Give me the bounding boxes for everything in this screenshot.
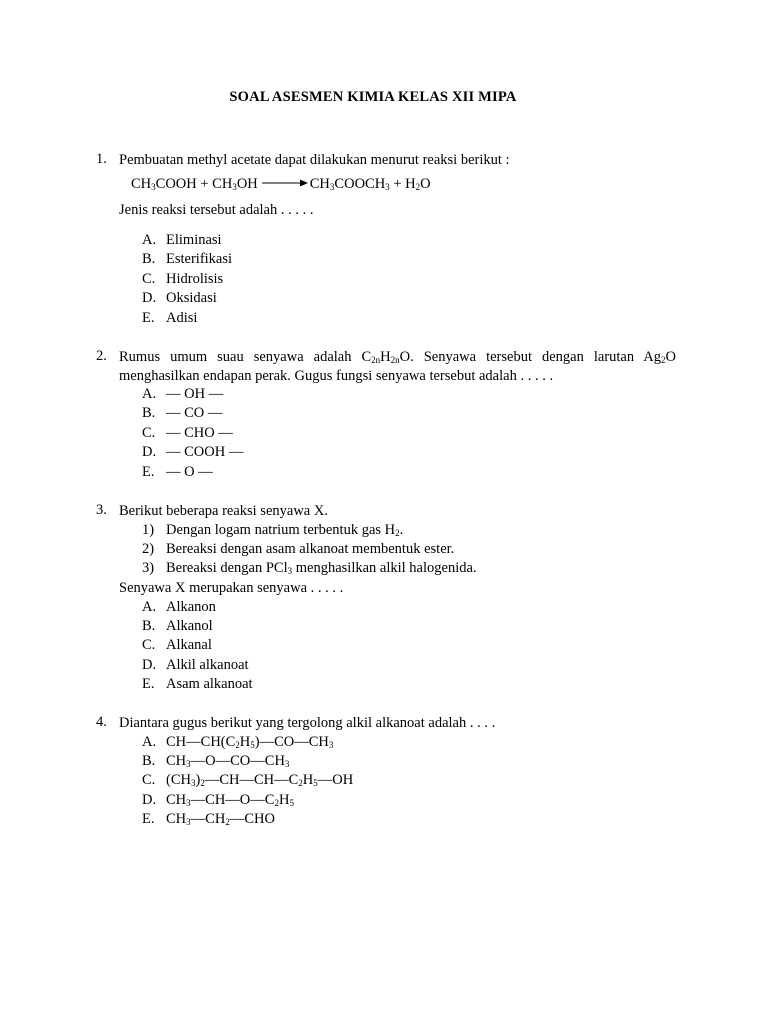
option-d[interactable]: D. Oksidasi: [142, 290, 217, 306]
question-number: 4.: [96, 714, 107, 730]
question-number: 1.: [96, 151, 107, 167]
option-a[interactable]: A. $CH—CH(C_2H_5)—CO—CH_3$: [142, 734, 334, 750]
option-e[interactable]: E. Asam alkanoat: [142, 676, 253, 692]
option-b[interactable]: B. Esterifikasi: [142, 251, 233, 267]
question-prompt: Senyawa X merupakan senyawa . . . . .: [119, 580, 344, 596]
question-text: Diantara gugus berikut yang tergolong alkil alkanoat adalah . . . .: [119, 715, 496, 731]
option-d[interactable]: D. — COOH —: [142, 444, 244, 460]
option-c[interactable]: C. Hidrolisis: [142, 271, 224, 287]
reaction-reactants: $CH_3COOH + CH_3OH$: [131, 176, 258, 192]
option-d[interactable]: D. Alkil alkanoat: [142, 657, 249, 673]
option-e[interactable]: E. — O —: [142, 464, 213, 480]
question-prompt: Jenis reaksi tersebut adalah . . . . .: [119, 202, 314, 218]
reaction-equation: [131, 176, 431, 193]
question-text: Rumus umum suau senyawa adalah $C_{2n}H_{2n}O$. Senyawa tersebut dengan larutan $Ag_2O$ menghasilkan endapan perak. Gugus fungsi senyawa tersebut adalah . . . . .: [119, 349, 676, 384]
option-b[interactable]: B. Alkanol: [142, 618, 213, 634]
option-a[interactable]: A. Alkanon: [142, 599, 216, 615]
statement-3: 3) Bereaksi dengan PCl$_3$ menghasilkan alkil halogenida.: [142, 560, 477, 576]
option-d[interactable]: D. $CH_3—CH—O—C_2H_5$: [142, 792, 294, 808]
option-c[interactable]: C. — CHO —: [142, 425, 233, 441]
statement-1: 1) Dengan logam natrium terbentuk gas $H_2$.: [142, 522, 404, 538]
question-number: 2.: [96, 348, 107, 364]
option-a[interactable]: A. Eliminasi: [142, 232, 222, 248]
reaction-arrow-icon: [262, 178, 308, 188]
option-a[interactable]: A. — OH —: [142, 386, 224, 402]
question-number: 3.: [96, 502, 107, 518]
option-b[interactable]: B. $CH_3—O—CO—CH_3$: [142, 753, 290, 769]
option-e[interactable]: E. $CH_3—CH_2—CHO$: [142, 811, 275, 827]
question-text: Pembuatan methyl acetate dapat dilakukan menurut reaksi berikut :: [119, 152, 510, 168]
option-e[interactable]: E. Adisi: [142, 310, 198, 326]
option-c[interactable]: C. Alkanal: [142, 637, 212, 653]
question-text: Berikut beberapa reaksi senyawa X.: [119, 503, 328, 519]
option-b[interactable]: B. — CO —: [142, 405, 223, 421]
page-title: SOAL ASESMEN KIMIA KELAS XII MIPA: [229, 89, 517, 105]
option-c[interactable]: C. $(CH_3)_2—CH—CH—C_2H_5—OH$: [142, 772, 354, 788]
reaction-products: $CH_3COOCH_3 + H_2O$: [309, 176, 431, 192]
statement-2: 2) Bereaksi dengan asam alkanoat membentuk ester.: [142, 541, 455, 557]
